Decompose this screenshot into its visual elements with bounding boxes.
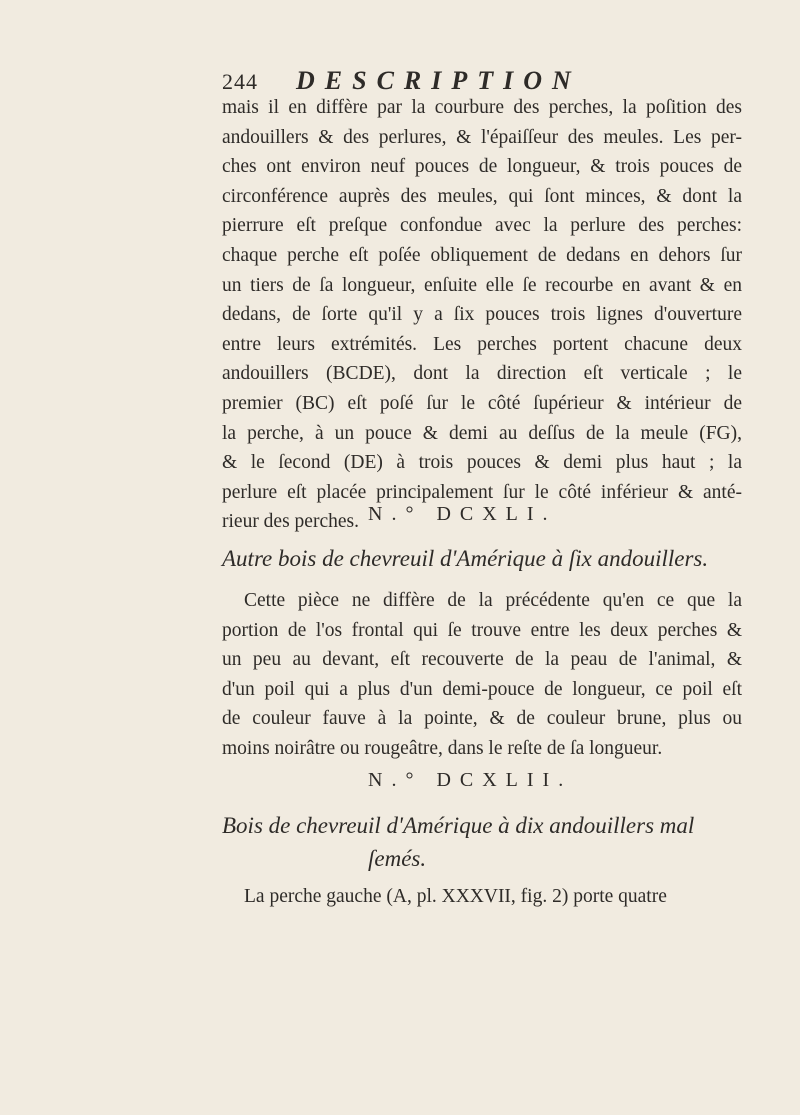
text-line: moins noirâtre ou rougeâtre, dans le reſte de ſa longueur. — [222, 737, 663, 759]
text-line: ches ont environ neuf pouces de longueur, & trois pouces de — [222, 156, 742, 178]
text-line: de couleur fauve à la pointe, & de couleur brune, plus ou — [222, 708, 742, 730]
text-line: un tiers de ſa longueur, enſuite elle ſe recourbe en avant & en — [222, 274, 742, 296]
text-line: Cette pièce ne diffère de la précédente qu'en ce que la — [244, 590, 742, 611]
text-line: pierrure eſt preſque confondue avec la perlure des perches: — [222, 215, 742, 237]
text-line: mais il en diffère par la courbure des perches, la poſition des — [222, 97, 742, 118]
text-line: La perche gauche (A, pl. XXXVII, fig. 2) porte quatre — [244, 886, 667, 907]
text-line: la perche, à un pouce & demi au deſſus de la meule (FG), — [222, 422, 742, 444]
entry-heading: Autre bois de chevreuil d'Amérique à ſix andouillers. — [222, 546, 709, 571]
text-line: circonférence auprès des meules, qui ſont minces, & dont la — [222, 185, 742, 207]
text-line: dedans, de ſorte qu'il y a ſix pouces trois lignes d'ouverture — [222, 304, 742, 326]
text-line: andouillers (BCDE), dont la direction eſt verticale ; le — [222, 363, 742, 385]
page-number: 244 — [222, 69, 258, 94]
entry-heading: Bois de chevreuil d'Amérique à dix andouillers mal — [222, 813, 695, 838]
entry-number: N.° DCXLI. — [368, 503, 557, 525]
text-line: portion de l'os frontal qui ſe trouve entre les deux perches & — [222, 619, 742, 641]
text-line: entre leurs extrémités. Les perches portent chacune deux — [222, 333, 742, 355]
paragraph-entry-641 — [222, 586, 742, 764]
running-title: DESCRIPTION — [296, 66, 581, 95]
text-line: premier (BC) eſt poſé ſur le côté ſupérieur & intérieur de — [222, 392, 742, 414]
paragraph-entry-642 — [222, 882, 742, 912]
text-line: perlure eſt placée principalement ſur le côté inférieur & anté- — [222, 481, 742, 503]
text-line: andouillers & des perlures, & l'épaiſſeur des meules. Les per- — [222, 126, 742, 148]
paragraph-description-continued — [222, 93, 742, 537]
text-line: un peu au devant, eſt recouverte de la peau de l'animal, & — [222, 649, 742, 671]
text-line: chaque perche eſt poſée obliquement de dedans en dehors ſur — [222, 244, 742, 266]
text-line: rieur des perches. — [222, 511, 359, 533]
text-line: & le ſecond (DE) à trois pouces & demi plus haut ; la — [222, 452, 742, 474]
entry-number: N.° DCXLII. — [368, 769, 573, 791]
text-line: d'un poil qui a plus d'un demi-pouce de longueur, ce poil eſt — [222, 678, 742, 700]
entry-heading-continued: ſemés. — [368, 846, 427, 871]
